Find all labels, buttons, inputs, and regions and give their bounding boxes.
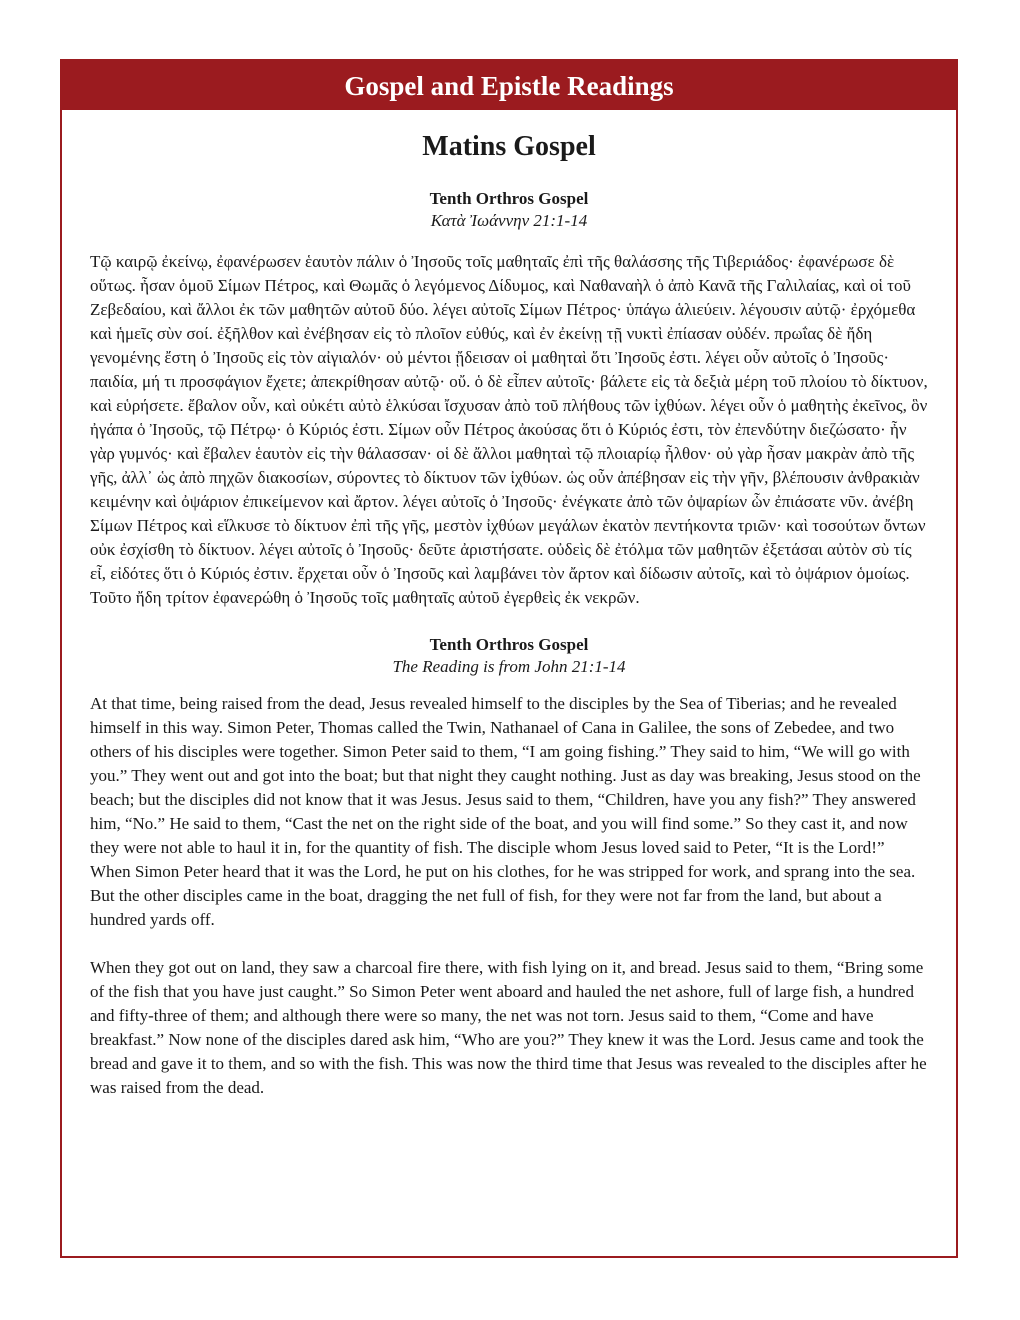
greek-reading-title: Tenth Orthros Gospel xyxy=(429,189,589,208)
greek-reading-header xyxy=(62,188,956,232)
english-reading-header xyxy=(62,634,956,678)
greek-reading-text: Τῷ καιρῷ ἐκείνῳ, ἐφανέρωσεν ἑαυτὸν πάλιν ὁ Ἰησοῦς τοῖς μαθηταῖς ἐπὶ τῆς θαλάσσης τῆς Τιβεριάδος· ἐφανέρωσε δὲ οὕτως. ἦσαν ὁμοῦ Σίμων Πέτρος, καὶ Θωμᾶς ὁ λεγόμενος Δίδυμος, καὶ Ναθαναὴλ ὁ ἀπὸ Κανᾶ τῆς Γαλιλαίας, καὶ οἱ τοῦ Ζεβεδαίου, καὶ ἄλλοι ἐκ τῶν μαθητῶν αὐτοῦ δύο. λέγει αὐτοῖς Σίμων Πέτρος· ὑπάγω ἁλιεύειν. λέγουσιν αὐτῷ· ἐρχόμεθα καὶ ἡμεῖς σὺν σοί. ἐξῆλθον καὶ ἐνέβησαν εἰς τὸ πλοῖον εὐθύς, καὶ ἐν ἐκείνῃ τῇ νυκτὶ ἐπίασαν οὐδέν. πρωΐας δὲ ἤδη γενομένης ἔστη ὁ Ἰησοῦς εἰς τὸν αἰγιαλόν· οὐ μέντοι ᾔδεισαν οἱ μαθηταὶ ὅτι Ἰησοῦς ἐστι. λέγει οὖν αὐτοῖς ὁ Ἰησοῦς· παιδία, μή τι προσφάγιον ἔχετε; ἀπεκρίθησαν αὐτῷ· οὔ. ὁ δὲ εἶπεν αὐτοῖς· βάλετε εἰς τὰ δεξιὰ μέρη τοῦ πλοίου τὸ δίκτυον, καὶ εὑρήσετε. ἔβαλον οὖν, καὶ οὐκέτι αὐτὸ ἑλκύσαι ἴσχυσαν ἀπὸ τοῦ πλήθους τῶν ἰχθύων. λέγει οὖν ὁ μαθητὴς ἐκεῖνος, ὃν ἠγάπα ὁ Ἰησοῦς, τῷ Πέτρῳ· ὁ Κύριός ἐστι. Σίμων οὖν Πέτρος ἀκούσας ὅτι ὁ Κύριός ἐστι, τὸν ἐπενδύτην διεζώσατο· ἦν γὰρ γυμνός· καὶ ἔβαλεν ἑαυτὸν εἰς τὴν θάλασσαν· οἱ δὲ ἄλλοι μαθηταὶ τῷ πλοιαρίῳ ἦλθον· οὐ γὰρ ἦσαν μακρὰν ἀπὸ τῆς γῆς, ἀλλ᾿ ὡς ἀπὸ πηχῶν διακοσίων, σύροντες τὸ δίκτυον τῶν ἰχθύων. ὡς οὖν ἀπέβησαν εἰς τὴν γῆν, βλέπουσιν ἀνθρακιὰν κειμένην καὶ ὀψάριον ἐπικείμενον καὶ ἄρτον. λέγει αὐτοῖς ὁ Ἰησοῦς· ἐνέγκατε ἀπὸ τῶν ὀψαρίων ὧν ἐπιάσατε νῦν. ἀνέβη Σίμων Πέτρος καὶ εἵλκυσε τὸ δίκτυον ἐπὶ τῆς γῆς, μεστὸν ἰχθύων μεγάλων ἑκατὸν πεντήκοντα τριῶν· καὶ τοσούτων ὄντων οὐκ ἐσχίσθη τὸ δίκτυον. λέγει αὐτοῖς ὁ Ἰησοῦς· δεῦτε ἀριστήσατε. οὐδεὶς δὲ ἐτόλμα τῶν μαθητῶν ἐξετάσαι αὐτὸν σὺ τίς εἶ, εἰδότες ὅτι ὁ Κύριός ἐστιν. ἔρχεται οὖν ὁ Ἰησοῦς καὶ λαμβάνει τὸν ἄρτον καὶ δίδωσιν αὐτοῖς, καὶ τὸ ὀψάριον ὁμοίως. Τοῦτο ἤδη τρίτον ἐφανερώθη ὁ Ἰησοῦς τοῖς μαθηταῖς αὐτοῦ ἐγερθεὶς ἐκ νεκρῶν. xyxy=(90,252,928,607)
english-reading-title: Tenth Orthros Gospel xyxy=(429,635,589,654)
page-frame xyxy=(60,59,958,1258)
english-paragraph: When they got out on land, they saw a charcoal fire there, with fish lying on it, and bread. Jesus said to them, “Bring some of the fish that you have just caught.” So Simon Peter went aboard and hauled the net ashore, full of large fish, a hundred and fifty-three of them; and although there were so many, the net was not torn. Jesus said to them, “Come and have breakfast.” Now none of the disciples dared ask him, “Who are you?” They knew it was the Lord. Jesus came and took the bread and gave it to them, and so with the fish. This was now the third time that Jesus was revealed to the disciples after he was raised from the dead. xyxy=(90,958,927,1097)
section-title: Matins Gospel xyxy=(422,131,596,162)
english-reading-reference: The Reading is from John 21:1-14 xyxy=(392,657,626,676)
greek-reading-reference: Κατὰ Ἰωάννην 21:1-14 xyxy=(430,211,588,230)
english-paragraph: At that time, being raised from the dead, Jesus revealed himself to the disciples by the Sea of Tiberias; and he revealed himself in this way. Simon Peter, Thomas called the Twin, Nathanael of Cana in Galilee, the sons of Zebedee, and two others of his disciples were together. Simon Peter said to them, “I am going fishing.” They said to him, “We will go with you.” They went out and got into the boat; but that night they caught nothing. Just as day was breaking, Jesus stood on the beach; but the disciples did not know that it was Jesus. Jesus said to them, “Children, have you any fish?” They answered him, “No.” He said to them, “Cast the net on the right side of the boat, and you will find some.” So they cast it, and now they were not able to haul it in, for the quantity of fish. The disciple whom Jesus loved said to Peter, “It is the Lord!” When Simon Peter heard that it was the Lord, he put on his clothes, for he was stripped for work, and sprang into the sea. But the other disciples came in the boat, dragging the net full of fish, for they were not far from the land, but about a hundred yards off. xyxy=(90,694,921,929)
page-banner: Gospel and Epistle Readings xyxy=(62,61,956,110)
english-reading-body xyxy=(90,692,928,1100)
